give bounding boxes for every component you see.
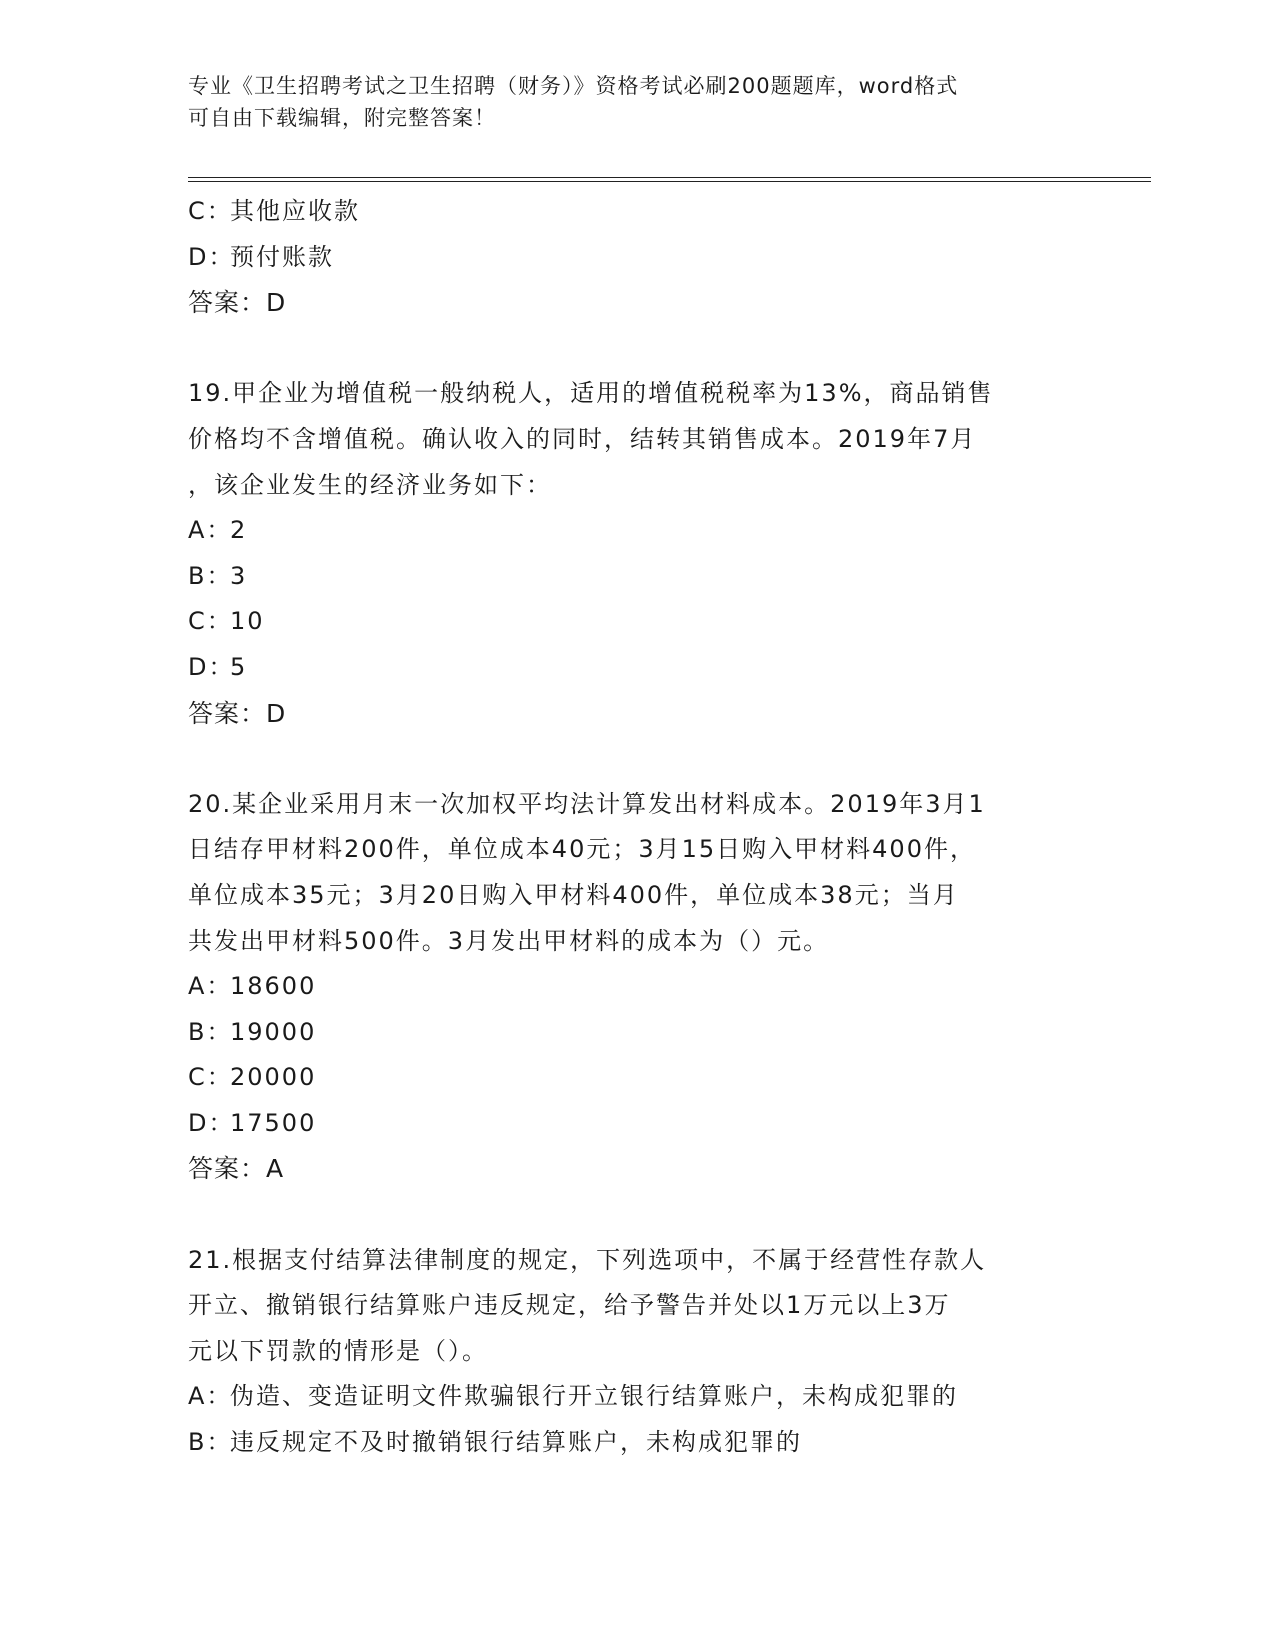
option-key: B： [188, 1017, 233, 1046]
question-stem-line: ，该企业发生的经济业务如下： [188, 470, 552, 499]
question-stem-line: 20.某企业采用月末一次加权平均法计算发出材料成本。2019年3月1 [188, 789, 986, 818]
question-stem-line: 21.根据支付结算法律制度的规定，下列选项中，不属于经营性存款人 [188, 1245, 987, 1274]
option-key: C： [188, 197, 233, 225]
option-key: D： [188, 242, 235, 271]
option-a [188, 1374, 1088, 1420]
option-key: D： [188, 1108, 235, 1137]
option-c [188, 189, 1088, 235]
option-key: B： [188, 1428, 233, 1457]
spacer [188, 736, 1088, 782]
question-stem-line: 日结存甲材料200件，单位成本40元；3月15日购入甲材料400件， [188, 835, 976, 864]
option-text: 2 [230, 516, 248, 545]
option-text: 违反规定不及时撤销银行结算账户，未构成犯罪的 [230, 1428, 802, 1457]
divider-line-bottom [188, 181, 1151, 182]
question-stem-line: 开立、撤销银行结算账户违反规定，给予警告并处以1万元以上3万 [188, 1291, 951, 1320]
option-b [188, 1420, 1088, 1466]
question-stem-line: 价格均不含增值税。确认收入的同时，结转其销售成本。2019年7月 [188, 424, 977, 453]
answer-line: 答案：D [188, 288, 287, 318]
question-stem-line: 元以下罚款的情形是（）。 [188, 1336, 488, 1365]
option-text: 10 [230, 607, 265, 636]
option-a [188, 964, 1088, 1010]
spacer [188, 326, 1088, 372]
option-text: 5 [230, 652, 248, 681]
option-key: A： [188, 1382, 233, 1411]
header-line-2: 可自由下载编辑，附完整答案！ [188, 106, 496, 130]
option-text: 伪造、变造证明文件欺骗银行开立银行结算账户，未构成犯罪的 [230, 1382, 958, 1411]
question-list [188, 189, 1088, 1466]
header-divider [188, 177, 1151, 183]
option-c [188, 1055, 1088, 1101]
option-text: 18600 [230, 972, 317, 1001]
option-d [188, 1101, 1088, 1147]
option-c [188, 599, 1088, 645]
option-b [188, 554, 1088, 600]
header-line-1: 专业《卫生招聘考试之卫生招聘（财务）》资格考试必刷200题题库，word格式 [188, 74, 959, 98]
option-a [188, 508, 1088, 554]
option-text: 预付账款 [230, 242, 334, 271]
question-stem-line: 19.甲企业为增值税一般纳税人，适用的增值税税率为13%，商品销售 [188, 379, 994, 408]
option-d [188, 235, 1088, 281]
option-key: D： [188, 652, 235, 681]
spacer [188, 1192, 1088, 1238]
question-stem-line: 共发出甲材料500件。3月发出甲材料的成本为（）元。 [188, 926, 830, 955]
question-20 [188, 782, 1088, 1192]
option-key: A： [188, 516, 233, 545]
option-text: 3 [230, 561, 248, 590]
option-text: 17500 [230, 1108, 317, 1137]
option-key: A： [188, 972, 233, 1001]
option-text: 19000 [230, 1017, 317, 1046]
question-stem-line: 单位成本35元；3月20日购入甲材料400件，单位成本38元；当月 [188, 880, 959, 909]
option-b [188, 1010, 1088, 1056]
option-d [188, 645, 1088, 691]
divider-line-top [188, 177, 1151, 178]
answer-line: 答案：D [188, 698, 287, 728]
page-header [188, 70, 1088, 134]
question-19 [188, 371, 1088, 736]
answer-line: 答案：A [188, 1154, 285, 1184]
question-21 [188, 1238, 1088, 1466]
option-text: 20000 [230, 1063, 317, 1092]
option-key: C： [188, 1063, 233, 1092]
option-text: 其他应收款 [230, 197, 360, 225]
option-key: C： [188, 607, 233, 636]
option-key: B： [188, 561, 233, 590]
